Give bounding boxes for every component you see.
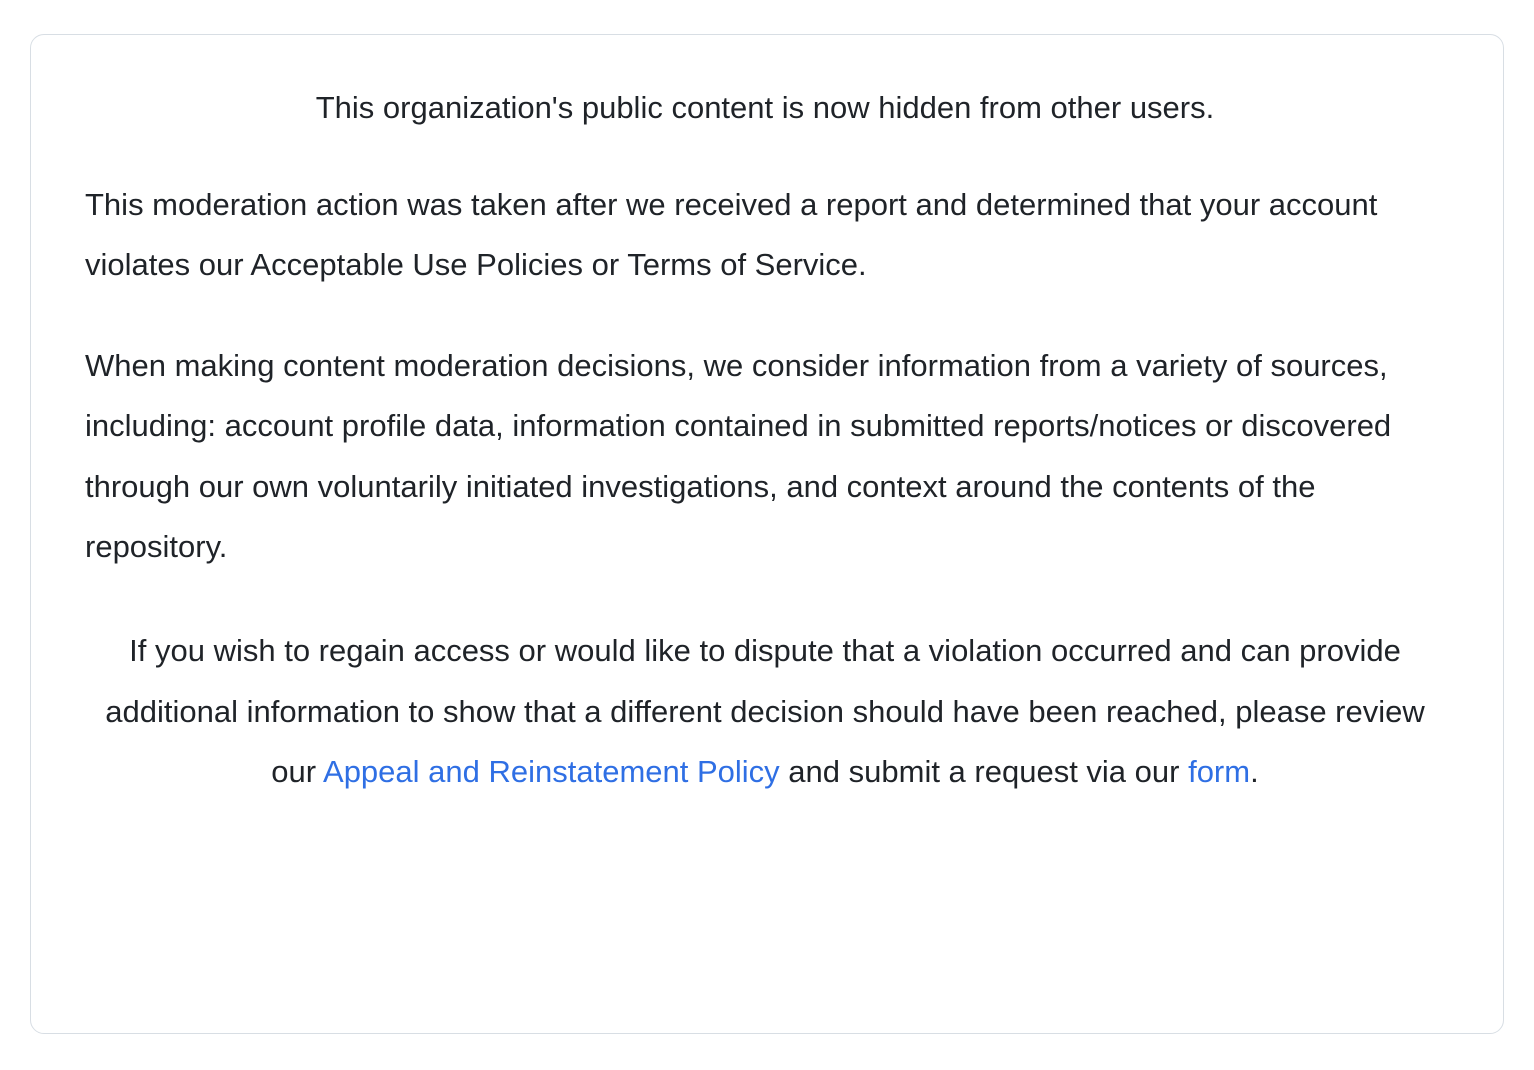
notice-paragraph-reason: This moderation action was taken after we received a report and determined that your account violates our Acceptable Use Policies or Terms of Service. <box>85 186 1378 283</box>
appeal-and-reinstatement-policy-link[interactable]: Appeal and Reinstatement Policy <box>323 754 780 790</box>
notice-paragraph-appeal <box>85 621 1445 802</box>
appeal-text-before-link: If you wish to regain access or would like to dispute that a violation occurred and can provide additional information to show that a different decision should have been reached, please review our <box>105 633 1425 790</box>
appeal-text-between-links: and submit a request via our <box>779 754 1189 790</box>
appeal-text-after-link: . <box>1250 754 1259 790</box>
notice-paragraph-sources: When making content moderation decisions, we consider information from a variety of sources, including: account profile data, information contained in submitted reports/notices or discovered through our own voluntarily initiated investigations, and context around the contents of the repository. <box>85 347 1392 565</box>
notice-headline: This organization's public content is now hidden from other users. <box>315 90 1215 125</box>
appeal-form-link[interactable]: form <box>1188 754 1251 790</box>
moderation-notice-card <box>30 34 1504 1034</box>
